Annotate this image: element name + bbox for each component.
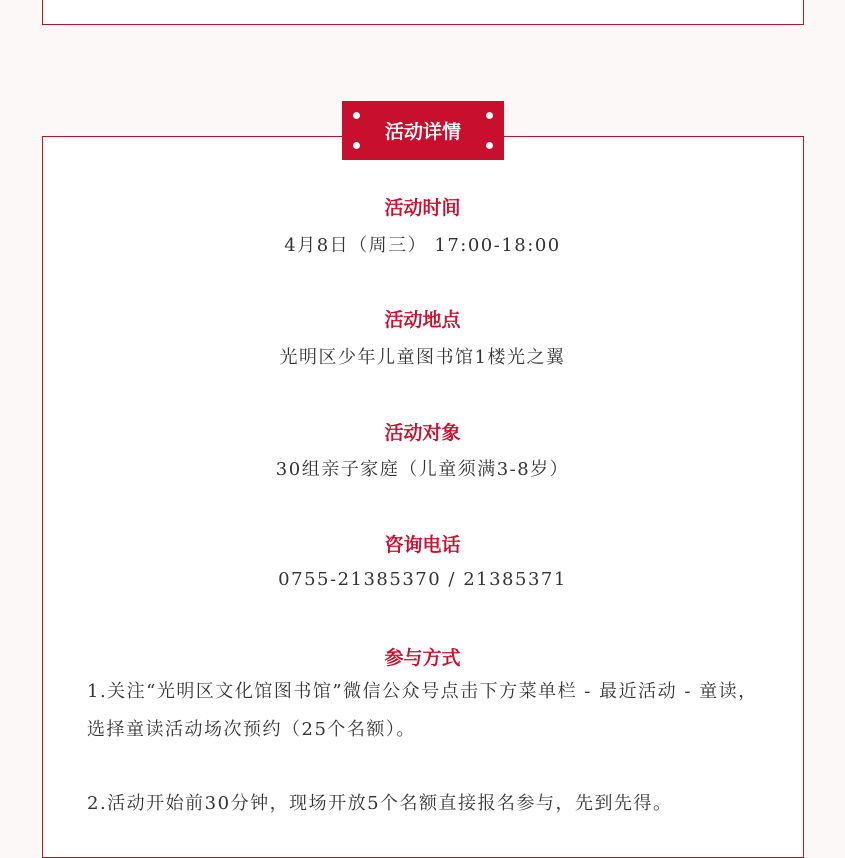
section-header-tag xyxy=(342,101,504,160)
decor-dot-icon xyxy=(353,142,360,149)
section-header-label: 活动详情 xyxy=(384,121,461,143)
time-title: 活动时间 xyxy=(384,197,461,219)
location-value: 光明区少年儿童图书馆1楼光之翼 xyxy=(279,347,566,368)
audience-value: 30组亲子家庭（儿童须满3-8岁） xyxy=(275,459,570,480)
participation-step-2: 2.活动开始前30分钟，现场开放5个名额直接报名参与，先到先得。 xyxy=(87,793,673,814)
previous-section-box xyxy=(42,0,804,25)
contact-phone[interactable]: 0755-21385370 / 21385371 xyxy=(278,569,567,590)
participation-title: 参与方式 xyxy=(384,647,461,669)
contact-title: 咨询电话 xyxy=(384,534,461,556)
time-value: 4月8日（周三） 17:00-18:00 xyxy=(284,235,561,256)
decor-dot-icon xyxy=(486,112,493,119)
decor-dot-icon xyxy=(486,142,493,149)
audience-title: 活动对象 xyxy=(384,422,461,444)
location-title: 活动地点 xyxy=(384,309,461,331)
participation-step-1: 1.关注“光明区文化馆图书馆”微信公众号点击下方菜单栏 - 最近活动 - 童读，选择童读活动场次预约（25个名额）。 xyxy=(87,681,758,740)
decor-dot-icon xyxy=(353,112,360,119)
